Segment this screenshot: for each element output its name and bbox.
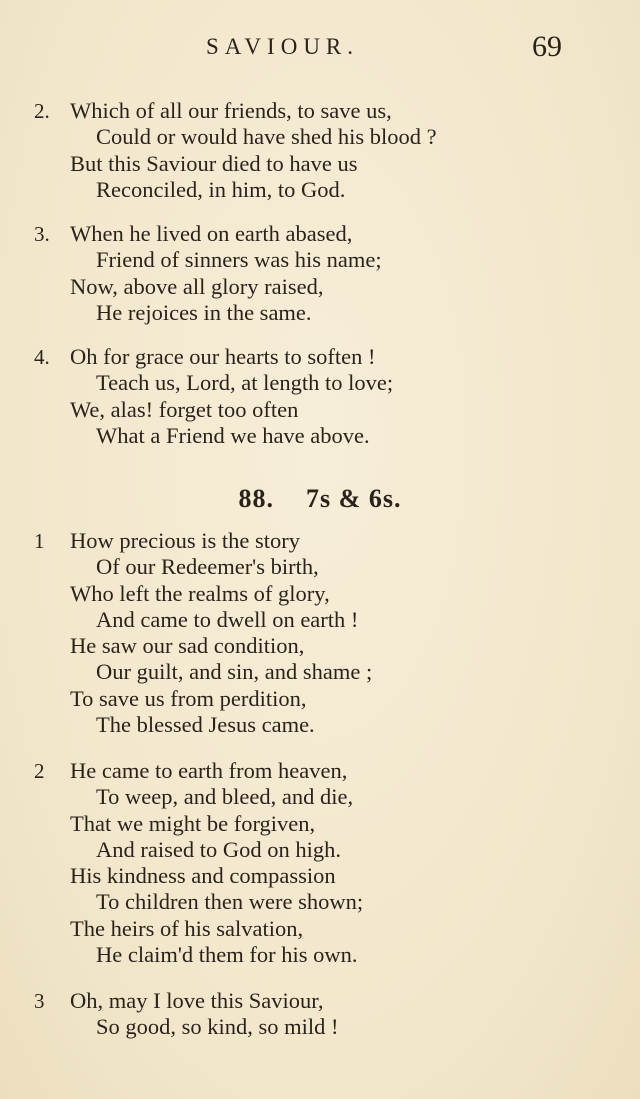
verse-line: Could or would have shed his blood ? [96, 124, 437, 150]
verse-line: When he lived on earth abased, [70, 221, 353, 246]
verse-3-hymn-88 [34, 988, 614, 1041]
verse-number: 4. [34, 345, 50, 369]
verse-line: Of our Redeemer's birth, [96, 554, 319, 580]
verse-1-hymn-88 [34, 528, 614, 738]
verse-line: To children then were shown; [96, 889, 364, 915]
verse-line: Our guilt, and sin, and shame ; [96, 659, 373, 685]
verse-line: Oh for grace our hearts to soften ! [70, 344, 376, 369]
verse-number: 3. [34, 222, 50, 246]
page-number: 69 [532, 30, 562, 63]
verse-line: Oh, may I love this Saviour, [70, 988, 324, 1013]
verse-2-hymn-88 [34, 758, 614, 968]
verse-line: Teach us, Lord, at length to love; [96, 370, 394, 396]
verse-3-hymn-87 [34, 221, 614, 326]
verse-line: The heirs of his salvation, [70, 915, 304, 941]
verse-line: But this Saviour died to have us [70, 150, 358, 176]
verse-line: So good, so kind, so mild ! [96, 1014, 339, 1040]
verse-line: Friend of sinners was his name; [96, 247, 382, 273]
hymn-heading [0, 484, 640, 514]
verse-line: How precious is the story [70, 528, 300, 553]
verse-number: 3 [34, 989, 45, 1013]
hymn-number: 88. [238, 484, 275, 513]
verse-2-hymn-87 [34, 98, 614, 203]
verse-line: Now, above all glory raised, [70, 273, 324, 299]
verse-4-hymn-87 [34, 344, 614, 449]
verse-line: He rejoices in the same. [96, 299, 312, 325]
verse-line: That we might be forgiven, [70, 810, 316, 836]
verse-line: And raised to God on high. [96, 836, 341, 862]
verse-line: Reconciled, in him, to God. [96, 176, 346, 202]
verse-number: 1 [34, 529, 45, 553]
verse-line: And came to dwell on earth ! [96, 606, 359, 632]
verse-line: What a Friend we have above. [96, 422, 370, 448]
verse-number: 2 [34, 759, 45, 783]
verse-line: The blessed Jesus came. [96, 712, 315, 738]
verse-line: Which of all our friends, to save us, [70, 98, 392, 123]
verse-line: To weep, and bleed, and die, [96, 784, 354, 810]
verse-line: To save us from perdition, [70, 685, 307, 711]
verse-line: He claim'd them for his own. [96, 942, 358, 968]
verse-line: His kindness and compassion [70, 863, 336, 889]
hymn-meter: 7s & 6s. [306, 484, 402, 513]
verse-number: 2. [34, 99, 50, 123]
verse-line: We, alas! forget too often [70, 396, 299, 422]
verse-line: Who left the realms of glory, [70, 580, 330, 606]
verse-line: He saw our sad condition, [70, 633, 305, 659]
verse-line: He came to earth from heaven, [70, 758, 348, 783]
running-header-title: SAVIOUR. [206, 34, 360, 59]
